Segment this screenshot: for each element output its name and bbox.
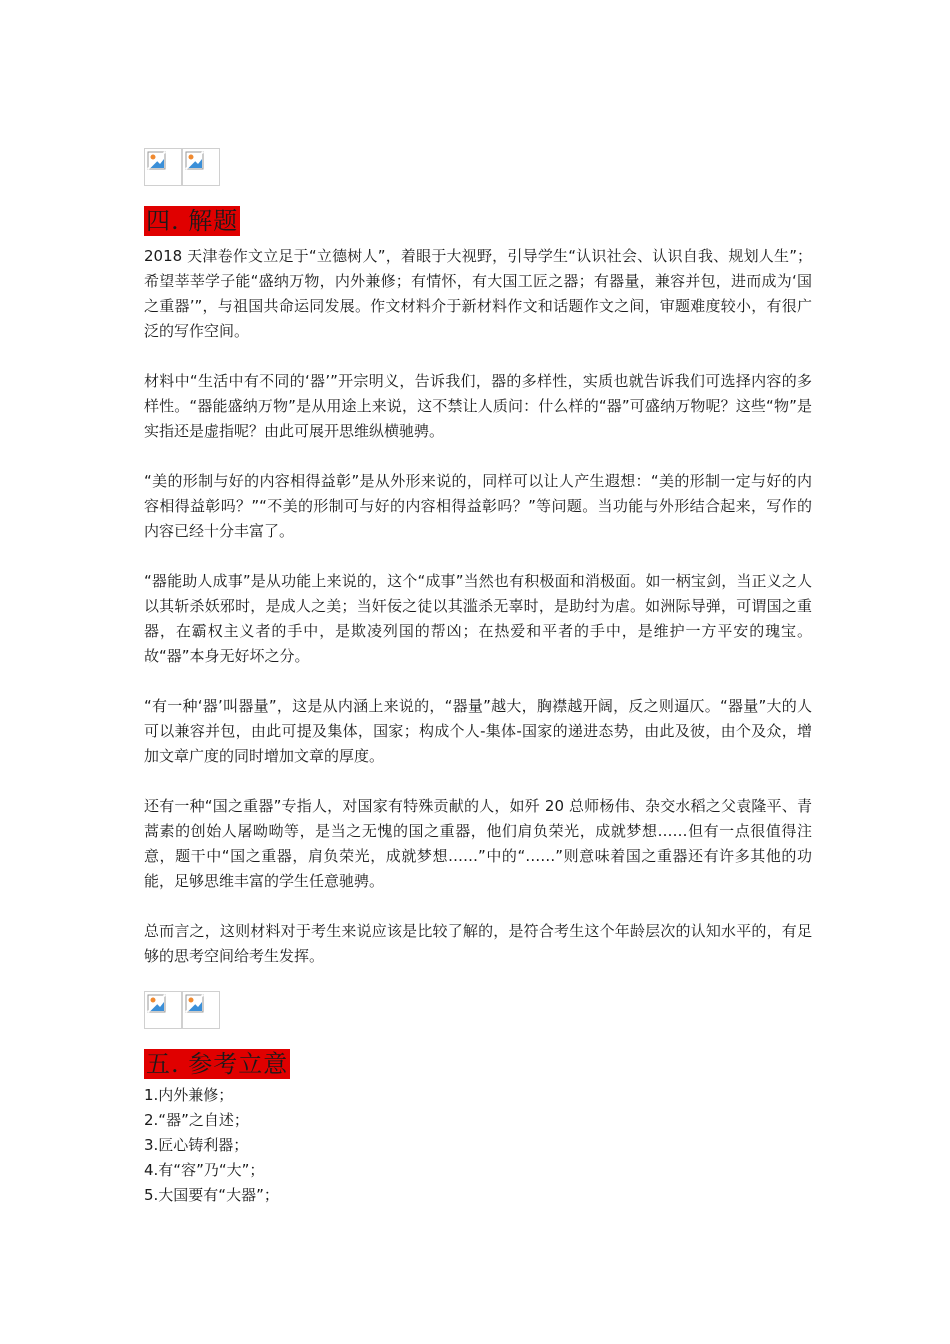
image-row-bottom — [144, 991, 812, 1029]
list-item: 5.大国要有“大器”； — [144, 1186, 279, 1204]
paragraph: “有一种‘器’叫器量”，这是从内涵上来说的，“器量”越大，胸襟越开阔，反之则逼仄。“器量”大的人可以兼容并包，由此可提及集体，国家；构成个人-集体-国家的递进态势，由此及彼，由个及众，增加文章广度的同时增加文章的厚度。 — [144, 697, 812, 765]
paragraph: “器能助人成事”是从功能上来说的，这个“成事”当然也有积极面和消极面。如一柄宝剑，当正义之人以其斩杀妖邪时，是成人之美；当奸佞之徒以其滥杀无辜时，是助纣为虐。如洲际导弹，可谓国之重器，在霸权主义者的手中，是欺凌列国的帮凶；在热爱和平者的手中，是维护一方平安的瑰宝。故“器”本身无好坏之分。 — [144, 572, 812, 665]
broken-image-icon — [182, 148, 220, 186]
image-row-top — [144, 148, 812, 186]
section-heading-5: 五. 参考立意 — [146, 1050, 289, 1078]
list-item: 4.有“容”乃“大”； — [144, 1161, 265, 1179]
broken-image-icon — [144, 148, 182, 186]
list-item: 2.“器”之自述； — [144, 1111, 249, 1129]
paragraph: “美的形制与好的内容相得益彰”是从外形来说的，同样可以让人产生遐想：“美的形制一定与好的内容相得益彰吗？”“不美的形制可与好的内容相得益彰吗？”等问题。当功能与外形结合起来，写作的内容已经十分丰富了。 — [144, 472, 812, 540]
paragraph: 材料中“生活中有不同的‘器’”开宗明义，告诉我们，器的多样性，实质也就告诉我们可选择内容的多样性。“器能盛纳万物”是从用途上来说，这不禁让人质问：什么样的“器”可盛纳万物呢？这些“物”是实指还是虚指呢？由此可展开思维纵横驰骋。 — [144, 372, 812, 440]
list-item: 3.匠心铸利器； — [144, 1136, 249, 1154]
section-heading-4: 四. 解题 — [146, 207, 239, 235]
paragraph: 还有一种“国之重器”专指人，对国家有特殊贡献的人，如歼 20 总师杨伟、杂交水稻之父袁隆平、青蒿素的创始人屠呦呦等，是当之无愧的国之重器，他们肩负荣光，成就梦想……但有一点很值得注意，题干中“国之重器，肩负荣光，成就梦想……”中的“……”则意味着国之重器还有许多其他的功能，足够思维丰富的学生任意驰骋。 — [144, 797, 812, 890]
broken-image-icon — [182, 991, 220, 1029]
list-item: 1.内外兼修； — [144, 1086, 234, 1104]
paragraph: 总而言之，这则材料对于考生来说应该是比较了解的，是符合考生这个年龄层次的认知水平的，有足够的思考空间给考生发挥。 — [144, 922, 812, 965]
document-page — [144, 148, 812, 1208]
broken-image-icon — [144, 991, 182, 1029]
paragraph: 2018 天津卷作文立足于“立德树人”，着眼于大视野，引导学生“认识社会、认识自我、规划人生”；希望莘莘学子能“盛纳万物，内外兼修；有情怀，有大国工匠之器；有器量，兼容并包，进而成为‘国之重器’”，与祖国共命运同发展。作文材料介于新材料作文和话题作文之间，审题难度较小，有很广泛的写作空间。 — [144, 247, 812, 340]
